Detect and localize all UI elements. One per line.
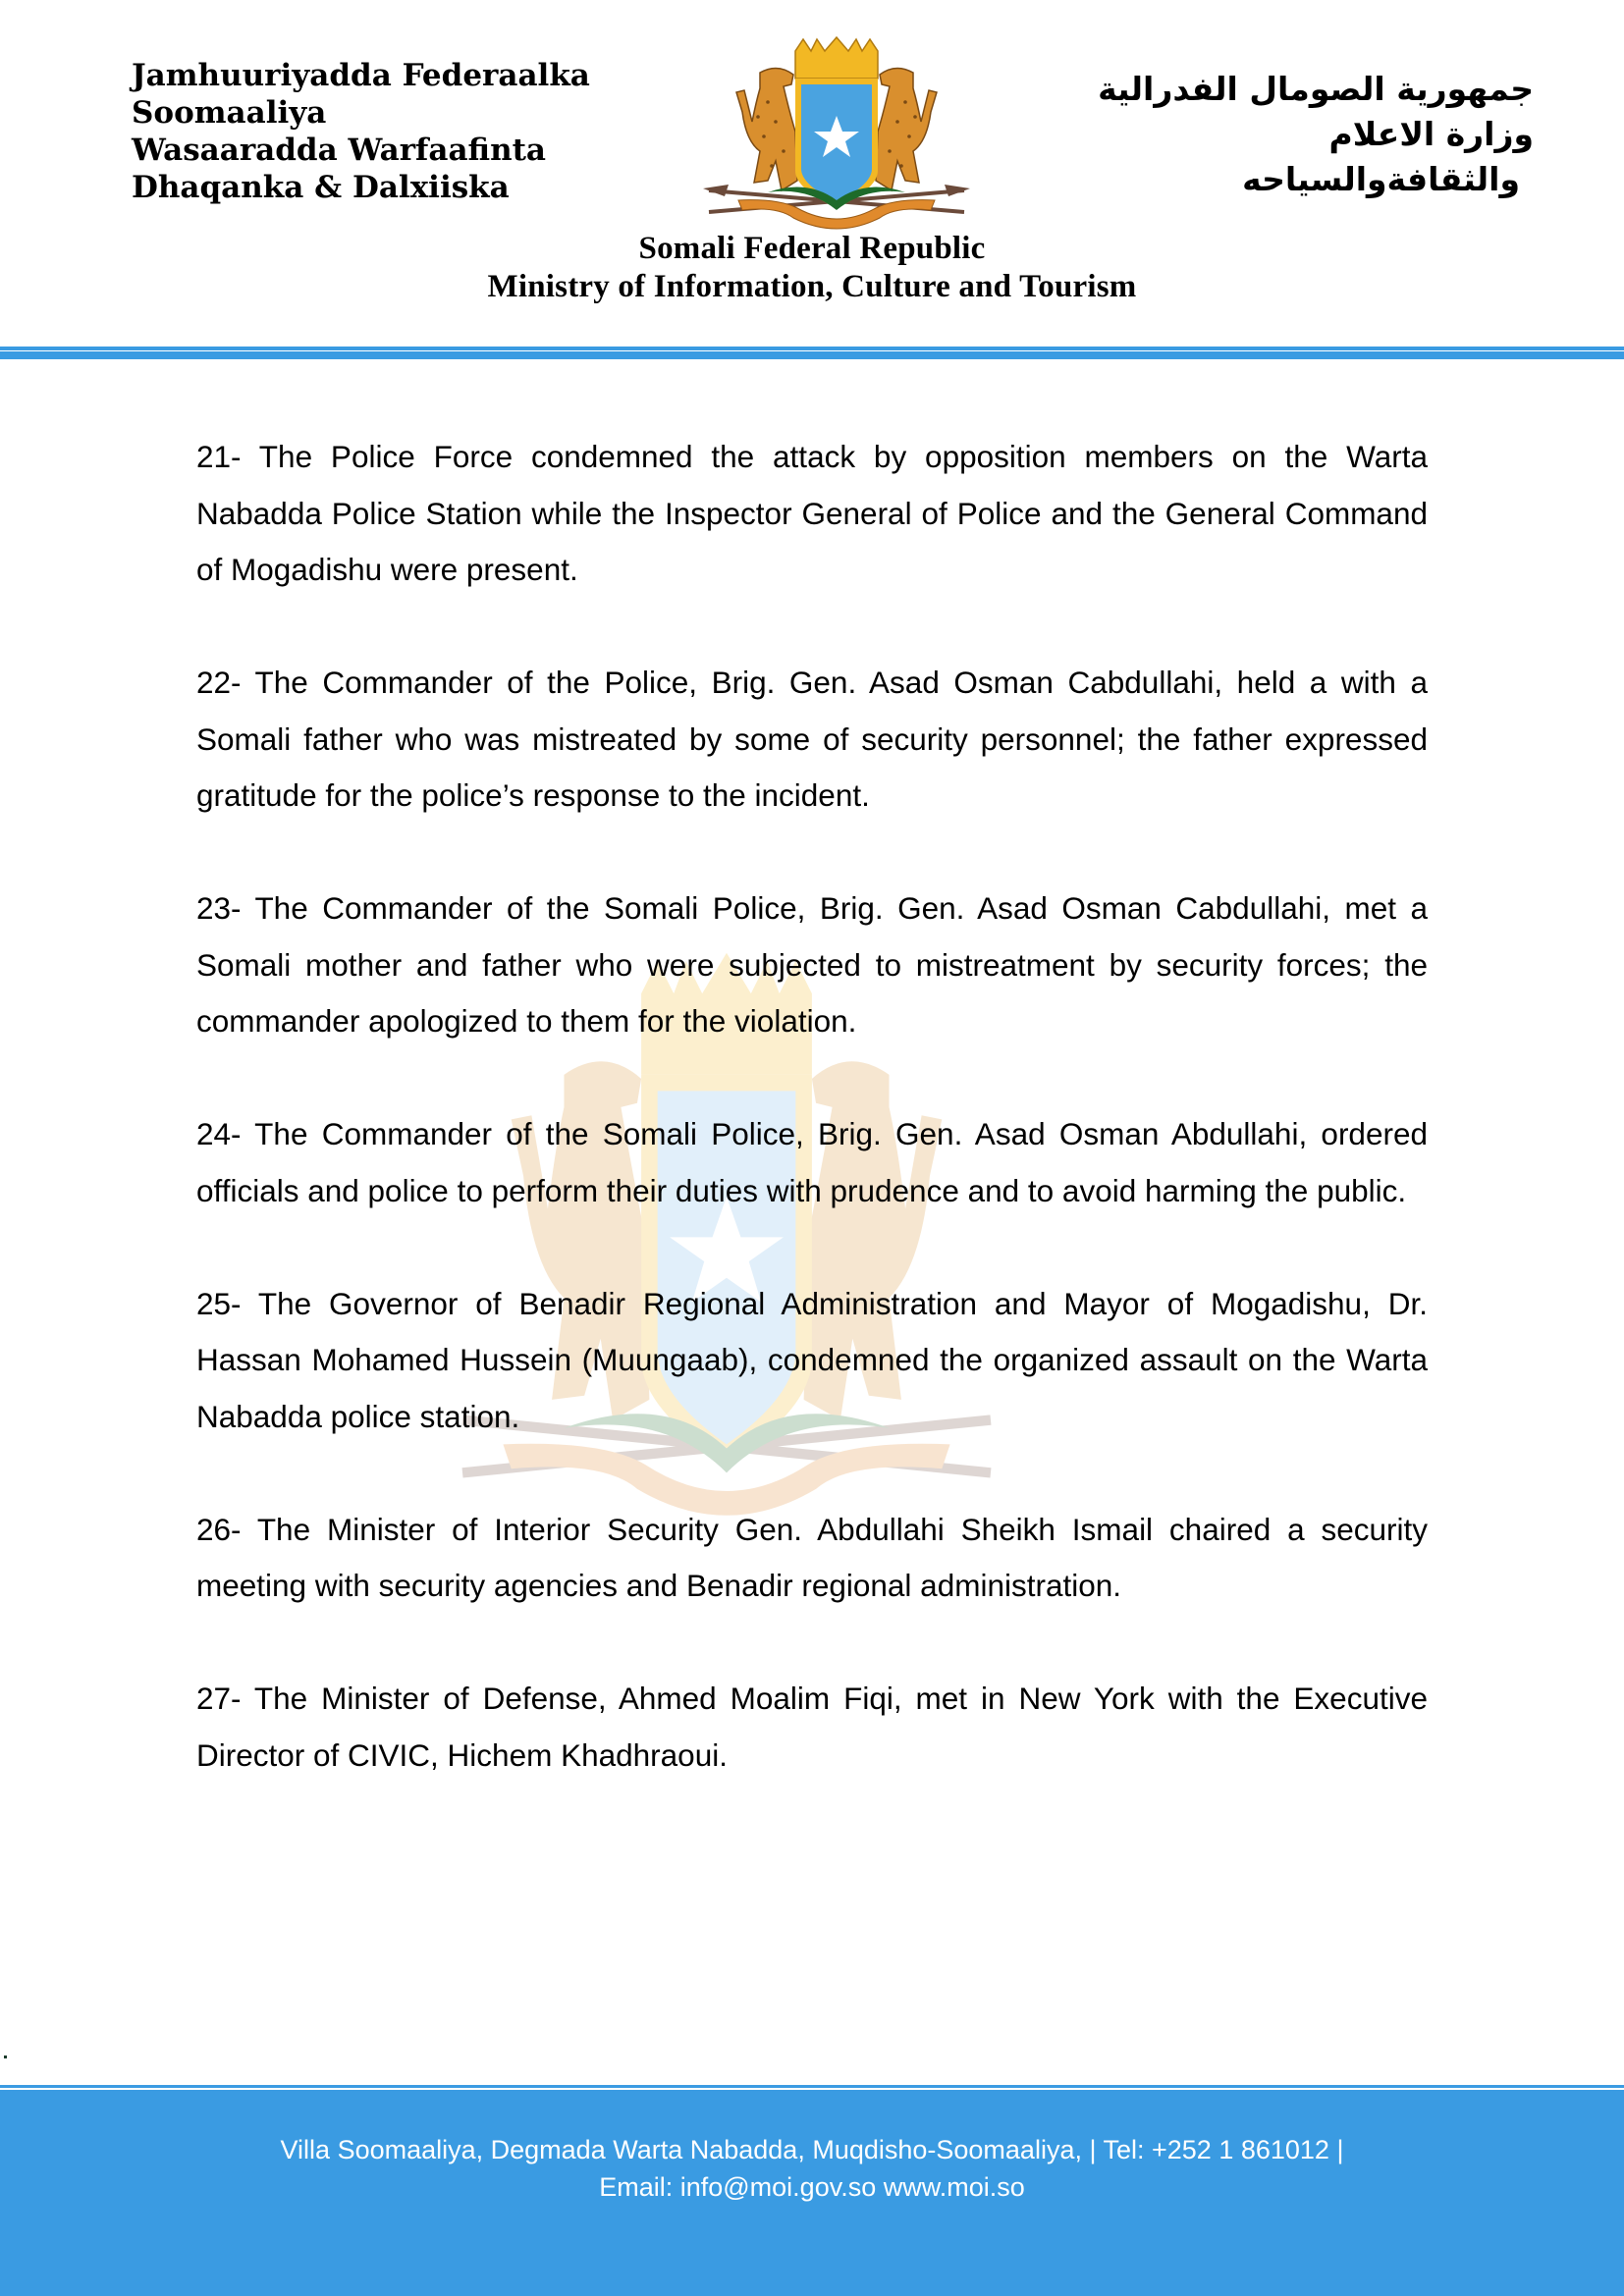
paragraph-24: 24- The Commander of the Somali Police, Brig. Gen. Asad Osman Abdullahi, ordered officials and police to perform their duties with prudence and to avoid harming the public. bbox=[196, 1116, 1428, 1208]
footer-address: Villa Soomaaliya, Degmada Warta Nabadda, Muqdisho-Soomaaliya, | Tel: +252 1 861012 | bbox=[280, 2135, 1344, 2164]
stray-mark bbox=[4, 2056, 7, 2058]
somali-line: Wasaaradda Warfaafinta bbox=[132, 133, 547, 168]
somalia-coat-of-arms-icon bbox=[699, 33, 974, 230]
somali-line: Dhaqanka & Dalxiiska bbox=[132, 170, 510, 205]
header-divider-thin bbox=[0, 347, 1624, 350]
footer-contact: Email: info@moi.gov.so www.moi.so bbox=[599, 2172, 1025, 2202]
paragraph-25: 25- The Governor of Benadir Regional Administration and Mayor of Mogadishu, Dr. Hassan Mohamed Hussein (Muungaab), condemned the organized assault on the Warta Nabadda police station. bbox=[196, 1285, 1428, 1434]
footer bbox=[0, 2090, 1624, 2296]
header-divider-thick bbox=[0, 351, 1624, 359]
paragraph-22: 22- The Commander of the Police, Brig. Gen. Asad Osman Cabdullahi, held a with a Somali father who was mistreated by some of security personnel; the father expressed gratitude for the police’s response to the incident. bbox=[196, 665, 1428, 813]
letterhead-somali bbox=[132, 57, 590, 206]
footer-divider-thin bbox=[0, 2085, 1624, 2088]
letterhead-english bbox=[0, 230, 1624, 306]
letterhead-arabic bbox=[1023, 67, 1534, 202]
somali-line: Soomaaliya bbox=[132, 95, 327, 131]
paragraph-27: 27- The Minister of Defense, Ahmed Moalim Fiqi, met in New York with the Executive Director of CIVIC, Hichem Khadhraoui. bbox=[196, 1681, 1428, 1773]
paragraph-21: 21- The Police Force condemned the attack by opposition members on the Warta Nabadda Police Station while the Inspector General of Police and the General Command of Mogadishu were present. bbox=[196, 439, 1428, 587]
arabic-line: جمهورية الصومال الفدرالية bbox=[1098, 70, 1534, 108]
document-body bbox=[196, 429, 1428, 1841]
arabic-line: والثقافةوالسياحه bbox=[1242, 160, 1520, 198]
paragraph-26: 26- The Minister of Interior Security Gen. Abdullahi Sheikh Ismail chaired a security meeting with security agencies and Benadir regional administration. bbox=[196, 1511, 1428, 1603]
paragraph-23: 23- The Commander of the Somali Police, Brig. Gen. Asad Osman Cabdullahi, met a Somali mother and father who were subjected to mistreatment by security forces; the commander apologized to them for the violation. bbox=[196, 890, 1428, 1039]
somali-line: Jamhuuriyadda Federaalka bbox=[132, 58, 590, 93]
arabic-line: وزارة الاعلام bbox=[1328, 115, 1534, 153]
ministry-name: Ministry of Information, Culture and Tourism bbox=[487, 269, 1137, 304]
republic-name: Somali Federal Republic bbox=[638, 231, 986, 266]
